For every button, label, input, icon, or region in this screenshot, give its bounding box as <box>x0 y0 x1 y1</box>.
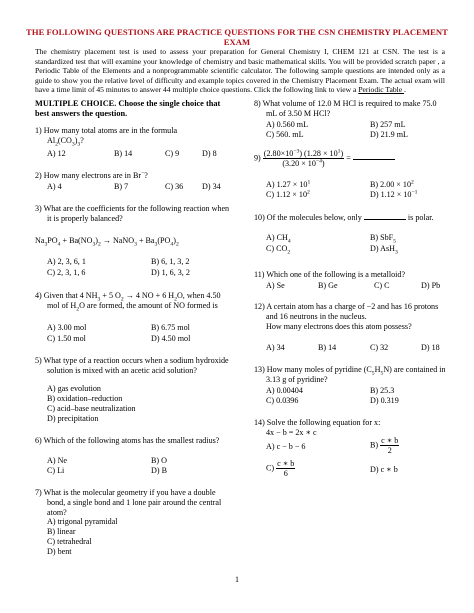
q5-option-a[interactable]: A) gas evolution <box>47 384 101 393</box>
question-14-stem: 14) Solve the following equation for x: <box>254 418 381 427</box>
question-7-stem: 7) What is the molecular geometry if you have a double bond, a single bond and 1 lone pair around the central atom? <box>35 488 222 517</box>
question-10 <box>254 213 449 223</box>
q3-option-d[interactable]: D) 1, 6, 3, 2 <box>151 268 190 277</box>
question-12 <box>254 302 446 332</box>
page-title: THE FOLLOWING QUESTIONS ARE PRACTICE QUESTIONS FOR THE CSN CHEMISTRY PLACEMENT EXAM <box>26 27 448 47</box>
answer-blank <box>353 159 395 160</box>
question-12-stem-2: How many electrons does this atom possess? <box>266 321 412 331</box>
q1-option-b[interactable]: B) 14 <box>114 149 133 158</box>
question-8-stem: 8) What volume of 12.0 M HCl is required to make 75.0 mL of 3.50 M HCl? <box>254 99 437 118</box>
q13-option-c[interactable]: C) 0.0396 <box>266 396 299 405</box>
q10-option-b[interactable]: B) SbF$_5$ <box>370 233 396 245</box>
q14-option-c[interactable]: C) $\frac{c ∗ b}{6}$ <box>266 459 295 478</box>
question-9-label: 9) <box>254 153 261 163</box>
q7-option-c[interactable]: C) tetrahedral <box>47 537 92 546</box>
q12-option-a[interactable]: A) 34 <box>266 343 285 352</box>
question-1-formula: $Al_2(CO_3)_3$? <box>47 135 84 148</box>
q9-option-d[interactable]: D) $1.12 \times 10^{-1}$ <box>370 189 418 199</box>
q13-option-b[interactable]: B) 25.3 <box>370 386 395 395</box>
q6-option-a[interactable]: A) Ne <box>47 456 68 465</box>
question-12-stem: 12) A certain atom has a charge of −2 and has 16 protons and 16 neutrons in the nucleus. <box>254 302 439 321</box>
q10-option-a[interactable]: A) $CH_4$ <box>266 233 291 245</box>
q1-option-c[interactable]: C) 9 <box>165 149 180 158</box>
q7-option-d[interactable]: D) bent <box>47 547 72 556</box>
q2-option-a[interactable]: A) 4 <box>47 182 62 191</box>
page-number: 1 <box>235 575 239 584</box>
question-9-denominator: $(3.20 \times 10^{-4})$ <box>282 158 325 168</box>
q8-option-d[interactable]: D) 21.9 mL <box>370 130 408 139</box>
q4-option-b[interactable]: B) 6.75 mol <box>151 323 190 332</box>
question-1-stem: 1) How many total atoms are in the formula <box>35 126 178 135</box>
question-5 <box>35 356 230 376</box>
q8-option-a[interactable]: A) 0.560 mL <box>266 120 309 129</box>
question-13-stem: 13) How many moles of pyridine $(C_5H_5N)$ are contained in 3.13 g of pyridine? <box>254 365 446 384</box>
question-8 <box>254 99 444 119</box>
q11-option-b[interactable]: B) Ge <box>318 281 338 290</box>
q4-option-d[interactable]: D) 4.50 mol <box>151 334 191 343</box>
question-3 <box>35 204 230 224</box>
question-5-stem: 5) What type of a reaction occurs when a sodium hydroxide solution is mixed with an acetic acid solution? <box>35 356 229 375</box>
q6-option-d[interactable]: D) B <box>151 466 167 475</box>
q12-option-b[interactable]: B) 14 <box>318 343 337 352</box>
question-14 <box>254 418 449 428</box>
q4-option-c[interactable]: C) 1.50 mol <box>47 334 86 343</box>
q13-option-d[interactable]: D) 0.319 <box>370 396 399 405</box>
question-7 <box>35 488 230 518</box>
question-11 <box>254 270 454 280</box>
question-9-numerator: $(2.80\times 10^{-3}) (1.28 \times 10^1)$ <box>263 148 344 158</box>
question-3-equation: $Na_3PO_4 + Ba(NO_3)_2$ → NaNO$_3$ + $Ba_3(PO_4)_2$ <box>35 236 179 248</box>
q6-option-c[interactable]: C) Li <box>47 466 65 475</box>
q2-option-c[interactable]: C) 36 <box>165 182 184 191</box>
question-6 <box>35 436 225 446</box>
q11-option-c[interactable]: C) C <box>374 281 390 290</box>
intro-paragraph: The chemistry placement test is used to assess your preparation for General Chemistry I, CHEM 121 at CSN. The test is a standardized test that will examine your knowledge of chemistry and basic mathematical skills. You will be provided scratch paper , a Periodic Table of the Elements and a nonprogrammable scientific calculator. The following sample questions are intended only as a guide to show you the relative level of difficulty and example topics covered in the Chemistry Placement Exam. The actual exam will have a time limit of 45 minutes to answer 44 multiple choice questions. Click the following link to view a Periodic Table . <box>35 47 445 95</box>
question-10-stem: 10) Of the molecules below, only is polar. <box>254 213 434 222</box>
q9-option-c[interactable]: C) $1.12 \times 10^2$ <box>266 189 310 199</box>
question-13 <box>254 365 449 385</box>
q2-option-b[interactable]: B) 7 <box>114 182 129 191</box>
answer-blank <box>364 219 406 220</box>
question-4-stem: 4) Given that 4 $NH_3 + 5$ $O_2 \to 4$ NO + 6 $H_2O$, when 4.50 mol of $H_2O$ are formed, the amount of NO formed is <box>35 291 221 313</box>
q7-option-b[interactable]: B) linear <box>47 527 76 536</box>
question-1 <box>35 126 230 146</box>
question-14-equation: 4x − b = 2x ∗ c <box>266 428 317 437</box>
question-3-stem: 3) What are the coefficients for the following reaction when it is properly balanced? <box>35 204 230 223</box>
question-4 <box>35 291 225 311</box>
question-9: 9) $\frac{(2.80\times 10^{-3}) (1.28 \times 10^1)}{(3.20 \times 10^{-4})}$ = <box>254 149 395 168</box>
question-6-stem: 6) Which of the following atoms has the smallest radius? <box>35 436 220 445</box>
q11-option-d[interactable]: D) Pb <box>421 281 441 290</box>
periodic-table-link[interactable]: Periodic Table <box>358 85 405 95</box>
question-2 <box>35 171 230 181</box>
q9-option-a[interactable]: A) $1.27 \times 10^1$ <box>266 179 311 189</box>
q1-option-d[interactable]: D) 8 <box>202 149 217 158</box>
q12-option-d[interactable]: D) 18 <box>421 343 440 352</box>
q1-option-a[interactable]: A) 12 <box>47 149 66 158</box>
q8-option-b[interactable]: B) 257 mL <box>370 120 406 129</box>
question-9-fraction <box>263 149 344 168</box>
q14-option-d[interactable]: D) c ∗ b <box>370 465 398 474</box>
q5-option-b[interactable]: B) oxidation–reduction <box>47 394 123 403</box>
q13-option-a[interactable]: A) 0.00404 <box>266 386 303 395</box>
q3-option-c[interactable]: C) 2, 3, 1, 6 <box>47 268 86 277</box>
q6-option-b[interactable]: B) O <box>151 456 167 465</box>
q11-option-a[interactable]: A) Se <box>266 281 285 290</box>
q3-option-a[interactable]: A) 2, 3, 6, 1 <box>47 257 86 266</box>
q5-option-c[interactable]: C) acid–base neutralization <box>47 404 136 413</box>
q7-option-a[interactable]: A) trigonal pyramidal <box>47 517 118 526</box>
q10-option-d[interactable]: D) AsH$_3$ <box>370 244 398 256</box>
q8-option-c[interactable]: C) 560. mL <box>266 130 304 139</box>
q14-option-a[interactable]: A) c − b − 6 <box>266 442 306 451</box>
q14-option-b[interactable]: B) $\frac{c ∗ b}{2}$ <box>370 436 399 455</box>
q10-option-c[interactable]: C) $CO_2$ <box>266 244 291 256</box>
question-11-stem: 11) Which one of the following is a metalloid? <box>254 270 406 279</box>
q9-option-b[interactable]: B) $2.00 \times 10^2$ <box>370 179 414 189</box>
question-2-stem: 2) How many electrons are in Br−? <box>35 170 148 180</box>
section-heading: MULTIPLE CHOICE. Choose the single choice that best answers the question. <box>35 99 221 118</box>
q12-option-c[interactable]: C) 32 <box>370 343 389 352</box>
q5-option-d[interactable]: D) precipitation <box>47 414 99 423</box>
q4-option-a[interactable]: A) 3.00 mol <box>47 323 87 332</box>
q2-option-d[interactable]: D) 34 <box>202 182 221 191</box>
q3-option-b[interactable]: B) 6, 1, 3, 2 <box>151 257 190 266</box>
